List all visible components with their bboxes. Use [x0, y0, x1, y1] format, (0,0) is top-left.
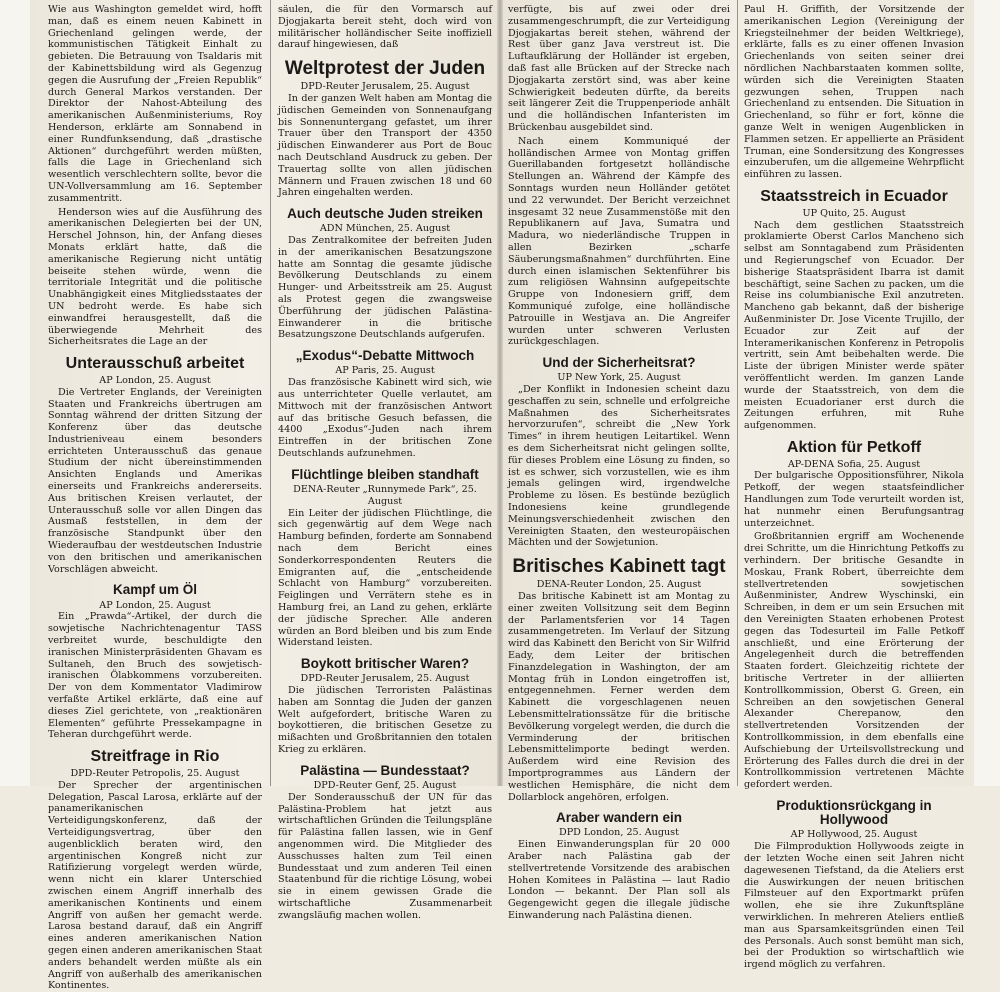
dateline: UP New York, 25. August: [557, 372, 681, 384]
dateline: AP Hollywood, 25. August: [790, 829, 918, 841]
article-text: Nach dem gestlichen Staatsstreich proklamierte Oberst Carlos Mancheno sich selbst am Sonntagabend zum Präsidenten und Regierungschef von Ecuador. Der bisherige Staatspräsident Ibarra ist damit beschäftigt, seine Sachen zu packen, um die Reise ins columbianische Exil anzutreten. Mancheno gab bekannt, daß der bisherige Außenminister Dr. Jose Vicente Trujillo, der Ecuador zur Zeit auf der Interamerikanischen Konferenz in Petropolis vertritt, sein Amt beibehalten werde. Die Liste der übrigen Minister werde später veröffentlicht werden. Im ganzen Lande wurde der Staatsstreich, von dem die meisten Ecuadorianer erst durch die Zeitungen erfuhren, mit Ruhe aufgenommen.: [744, 219, 964, 432]
headline-unterausschuss: Unterausschuß arbeitet: [65, 355, 245, 373]
article-greece-text: Wie aus Washington gemeldet wird, hofft man, daß es einem neuen Kabinett in Griechenland gelingen werde, der kommunistischen Tätigkeit Einhalt zu gebieten. Die Betrauung von Tsaldaris mit der Kabinettsbildung wird als Gegenzug gegen die Ausrufung der „Freien Republik“ durch General Markos verstanden. Der Direktor der Nahost-Abteilung des amerikanischen Außenministeriums, Roy Henderson, erklärte am Sonnabend in einer Rundfunksendung, daß „drastische Aktionen“ durchgeführt werden müßten, falls die Lage in Griechenland sich wesentlich verschlechtern sollte, bevor die UN-Vollversammlung am 16. September zusammentritt.: [48, 4, 262, 204]
dateline: DPD-Reuter Jerusalem, 25. August: [300, 81, 470, 93]
article-text: Der bulgarische Oppositionsführer, Nikola Petkoff, der wegen staatsfeindlicher Handlungen zum Tode verurteilt worden ist, hat nunmehr einen Berufungsantrag unterzeichnet.: [744, 470, 964, 529]
dateline: DPD-Reuter Genf, 25. August: [313, 780, 457, 792]
headline-staatsstreich-in-ecuador: Staatsstreich in Ecuador: [760, 187, 948, 205]
article-text: Nach einem Kommuniqué der holländischen Armee von Montag griffen Guerillabanden fortgesetzt holländische Stellungen an. Während der Kämpfe des Sonntags wurden neun Holländer getötet und 22 verwundet. Der Bericht verzeichnet insgesamt 32 neue Zusammenstöße mit den Republikanern auf Java, Sumatra und Madura, wo niederländische Truppen in allen Bezirken „scharfe Säuberungsmaßnahmen“ durchführten. Eine durch einen islamischen Sektenführer bis zum religiösen Wahnsinn aufgepeitschte Gruppe von Indonesiern griff, dem Kommuniqué zufolge, eine holländische Patrouille in Westjava an. Die Angreifer wurden unter schweren Verlusten zurückgeschlagen.: [508, 135, 730, 348]
headline-exodus-debatte: „Exodus“-Debatte Mittwoch: [295, 348, 475, 364]
dateline: AP London, 25. August: [99, 599, 211, 611]
article-continued-text: säulen, die für den Vormarsch auf Djogjakarta bereit steht, doch wird von militärischer holländischer Seite inoffiziell darauf hingewiesen, daß: [278, 4, 492, 51]
headline-britisches-kabinett-tagt: Britisches Kabinett tagt: [512, 556, 726, 578]
headline-und-der-sicherheitsrat: Und der Sicherheitsrat?: [542, 355, 696, 371]
column-3: [504, 0, 734, 922]
dateline: ADN München, 25. August: [319, 223, 451, 235]
column-4: [740, 0, 968, 971]
dateline: DENA-Reuter „Runnymede Park“, 25. August: [293, 483, 477, 507]
dateline: DPD-Reuter Jerusalem, 25. August: [300, 673, 470, 685]
headline-streitfrage-in-rio: Streitfrage in Rio: [90, 748, 220, 766]
headline-boykott-britischer-waren: Boykott britischer Waren?: [300, 656, 470, 672]
column-rule: [737, 0, 738, 786]
article-text: Die Vertreter Englands, der Vereinigten Staaten und Frankreichs übertrugen am Sonntag während der dritten Sitzung der Konferenz über das deutsche Industrieniveau einem besonders errichteten Unterausschuß das genaue Studium der nicht übereinstimmenden Ansichten Englands und Amerikas einerseits und Frankreichs andererseits. Aus britischen Kreisen verlautet, der Unterausschuß solle vor allen Dingen das Ausmaß feststellen, in dem der französische Standpunkt über den Wiederaufbau der westdeutschen Industrie von den britischen und amerikanischen Vorschlägen abweicht.: [48, 386, 262, 575]
column-1: [44, 0, 266, 992]
headline-fluechtlinge-bleiben-standhaft: Flüchtlinge bleiben standhaft: [291, 466, 479, 482]
headline-auch-deutsche-juden-streiken: Auch deutsche Juden streiken: [287, 206, 483, 222]
article-text: Das Zentralkomitee der befreiten Juden in der amerikanischen Besatzungszone hatte am Sonntag die gesamte jüdische Bevölkerung Deutschlands zu einem Hunger- und Arbeitsstreik am 25. August als Protest gegen die zwangsweise Überführung der jüdischen Palästina-Einwanderer in die britische Besatzungszone Deutschlands aufgerufen.: [278, 235, 492, 341]
page-fold: [497, 0, 503, 786]
dateline: AP London, 25. August: [99, 374, 211, 386]
article-text: In der ganzen Welt haben am Montag die jüdischen Gemeinden von Sonnenaufgang bis Sonnenuntergang gefastet, um ihrer Trauer über den Transport der 4350 jüdischen Einwanderer aus Port de Bouc nach Deutschland Ausdruck zu geben. Der Trauertag sollte von allen jüdischen Männern und Frauen zwischen 18 und 60 Jahren eingehalten werden.: [278, 92, 492, 199]
article-text: Ein Leiter der jüdischen Flüchtlinge, die sich gegenwärtig auf dem Wege nach Hamburg befinden, forderte am Sonnabend nach dem Bericht eines Sonderkorrespondenten Reuters die Emigranten auf, die „entscheidende Schlacht von Hamburg“ vorzubereiten. Feiglingen und Verrätern stehe es in Hamburg frei, an Land zu gehen, erklärte der jüdische Sprecher. Alle anderen würden an Bord bleiben und bis zum Ende Widerstand leisten.: [278, 507, 492, 649]
dateline: DPD-Reuter Petropolis, 25. August: [70, 767, 240, 779]
dateline: AP-DENA Sofia, 25. August: [787, 458, 921, 470]
column-2: [274, 0, 496, 921]
dateline: UP Quito, 25. August: [802, 207, 906, 219]
article-text: Der Sprecher der argentinischen Delegation, Pascal Larosa, erklärte auf der panamerikanischen Verteidigungskonferenz, daß der Verteidigungsvertrag, über den augenblicklich beraten wird, den argentinischen Kongreß nicht zur Ratifizierung vorgelegt werden würde, wenn nicht ein klarer Unterschied zwischen einem Angriff innerhalb des amerikanischen Kontinents und einem Angriff von außen her gemacht werde. Larosa bestand darauf, daß ein Angriff eines anderen amerikanischen Nation gegen einen anderen amerikanischen Staat anders behandelt werden müßte als ein Angriff von außerhalb des amerikanischen Kontinentes.: [48, 779, 262, 992]
article-greece-text-2: Henderson wies auf die Ausführung des amerikanischen Delegierten bei der UN, Herschel Johnson, hin, der Anfang dieses Monats erklärt hatte, daß die amerikanische Regierung nicht untätig beiseite stehen würde, wenn die territoriale Integrität und die politische Unabhängigkeit eines Mitgliedsstaates der UN bedroht werde. Es habe sich einwandfrei herausgestellt, daß die überwiegende Mehrheit des Sicherheitsrates die Lage an der: [48, 206, 262, 348]
headline-aktion-fuer-petkoff: Aktion für Petkoff: [786, 438, 922, 456]
headline-weltprotest-der-juden: Weltprotest der Juden: [284, 58, 486, 80]
dateline: AP Paris, 25. August: [335, 365, 435, 377]
article-text: Das französische Kabinett wird sich, wie aus unterrichteter Quelle verlautet, am Mittwoch mit der französischen Antwort auf das britische Gesuch befassen, die 4400 „Exodus“-Juden nach ihrem Eintreffen in der britischen Zone Deutschlands aufzunehmen.: [278, 377, 492, 459]
article-text: Einen Einwanderungsplan für 20 000 Araber nach Palästina gab der stellvertretende Vorsitzende des arabischen Hohen Komitees in Palästina — laut Radio London — bekannt. Der Plan soll als Gegengewicht gegen die illegale jüdische Einwanderung nach Palästina dienen.: [508, 839, 730, 922]
article-continued-text: verfügte, bis auf zwei oder drei zusammengeschrumpft, die zur Verteidigung Djogjakartas bereit stehen, während der Rest über ganz Java verstreut ist. Die Luftaufklärung der Holländer ist ergeben, daß fast alle Brücken auf der Strecke nach Djogjakarta zerstört sind, was aber keine Schwierigkeit bedeuten dürfte, da bereits seit längerer Zeit die Truppenperiode anhält und die holländischen Infanteristen im Brückenbau ausgebildet sind.: [508, 4, 730, 133]
article-text: Die Filmproduktion Hollywoods zeigte in der letzten Woche einen seit Jahren nicht dagewesenen Tiefstand, da die Ateliers erst die Auswirkungen der neuen britischen Filmsteuer auf den Exportmarkt prüfen wollen, ehe sie ihre Zukunftspläne verwirklichen. In mehreren Ateliers entließ man aus Sparsamkeitsgründen einen Teil des Personals. Auch sonst bemüht man sich, bei der Produktion so wirtschaftlich wie irgend möglich zu verfahren.: [744, 841, 964, 971]
dateline: DENA-Reuter London, 25. August: [536, 579, 702, 591]
article-text: Die jüdischen Terroristen Palästinas haben am Sonntag die Juden der ganzen Welt aufgefordert, britische Waren zu boykottieren, die britischen Gesetze zu mißachten und Großbritannien den totalen Krieg zu erklären.: [278, 685, 492, 756]
headline-palaestina-bundesstaat: Palästina — Bundesstaat?: [300, 762, 470, 778]
article-text: Das britische Kabinett ist am Montag zu einer zweiten Vollsitzung seit dem Beginn der Parlamentsferien vor 14 Tagen zusammengetreten. Im Verlauf der Sitzung wird das Kabinett den Bericht von Sir Wilfrid Eady, dem Leiter der britischen Finanzdelegation in Washington, der am Montag früh in London eingetroffen ist, entgegennehmen. Ferner werden dem Kabinett die vorgeschlagenen neuen Lebensmittelrationssätze für die britische Bevölkerung vorgelegt werden, die durch die Verminderung der britischen Lebensmittelimporte bedingt werden. Außerdem wird eine Revision des Importprogrammes aus Ländern der westlichen Hemisphäre, die nicht dem Dollarblock angehören, erfolgen.: [508, 590, 730, 803]
headline-kampf-um-oel: Kampf um Öl: [112, 582, 197, 598]
article-text: Ein „Prawda“-Artikel, der durch die sowjetische Nachrichtenagentur TASS verbreitet wurde, beschuldigte den iranischen Ministerpräsidenten Ghavam es Sultaneh, den Bruch des sowjetisch-iranischen Ölabkommens vorzubereiten. Der von dem Kommentator Vladimirow verfaßte Artikel erklärte, daß eine auf dieses Ziel gerichtete, von „reaktionären Elementen“ geführte Pressekampagne in Teheran durchgeführt werde.: [48, 611, 262, 741]
page-margin-right: [974, 0, 1000, 786]
dateline: DPD London, 25. August: [559, 827, 679, 839]
page-margin-left: [0, 0, 30, 786]
headline-produktionsrueckgang-in-hollywood: Produktionsrückgang in Hollywood: [776, 798, 932, 828]
article-text: Der Sonderausschuß der UN für das Palästina-Problem hat jetzt aus wirtschaftlichen Gründen die Teilungspläne für Palästina fallen lassen, wie in Genf angenommen wird. Die Mitglieder des Ausschusses halten zum Teil einen Bundesstaat und zum anderen Teil einen Staatenbund für die richtige Lösung, wobei sie in einem gewissen Grade die wirtschaftliche Zusammenarbeit zwangsläufig machen wollen.: [278, 791, 492, 921]
column-rule: [270, 0, 271, 786]
headline-araber-wandern-ein: Araber wandern ein: [555, 810, 683, 826]
article-text: „Der Konflikt in Indonesien scheint dazu geschaffen zu sein, schnelle und erfolgreiche Maßnahmen des Sicherheitsrates hervorzurufen“, schreibt die „New York Times“ in ihrem heutigen Leitartikel. Wenn es dem Sicherheitsrat nicht gelingen sollte, für dieses Problem eine Lösung zu finden, so ist es schwer, sich vorzustellen, wie es ihm jemals gelingen wird, irgendwelche Probleme zu lösen. Es bestünde bezüglich Indonesiens keine grundlegende Meinungsverschiedenheit zwischen den Vereinigten Staaten, den westeuropäischen Mächten und der Sowjetunion.: [508, 384, 730, 549]
article-text: Großbritannien ergriff am Wochenende drei Schritte, um die Hinrichtung Petkoffs zu verhindern. Der britische Gesandte in Moskau, Frank Robert, überreichte dem stellvertretenden sowjetischen Außenminister, Andrew Wyschinski, ein Schreiben, in dem er um sein Ersuchen mit den Vereinigten Staaten erhobenen Protest gegen das Todesurteil im Falle Petkoff anschließt, und eine Erörterung der Angelegenheit durch die betreffenden Staaten fordert. Gleichzeitig richtete der britische Vertreter in der alliierten Kontrollkommission, Oberst G. Green, ein Schreiben an den sowjetischen General Alexander Cherepanow, den stellvertretenden Vorsitzenden der Kontrollkommission, in dem ebenfalls eine Aufschiebung der Urteilsvollstreckung und Erörterung des Falles durch die drei in der Kontrollkommission vertretenen Mächte gefordert werden.: [744, 531, 964, 791]
article-continued-text: Paul H. Griffith, der Vorsitzende der amerikanischen Legion (Vereinigung der Kriegsteilnehmer der beiden Weltkriege), erklärte, falls es zu einer offenen Invasion Griechenlands von seiten seiner drei nördlichen Nachbarstaaten kommen sollte, würden sich die Vereinigten Staaten gezwungen sehen, Truppen nach Griechenland zu entsenden. Die Situation in Griechenland, so führ er fort, könne die ganze Welt in wenigen Augenblicken in Flammen setzen. Er appellierte an Präsident Truman, eine Sondersitzung des Kongresses einzuberufen, um die allgemeine Wehrpflicht einführen zu lassen.: [744, 4, 964, 181]
